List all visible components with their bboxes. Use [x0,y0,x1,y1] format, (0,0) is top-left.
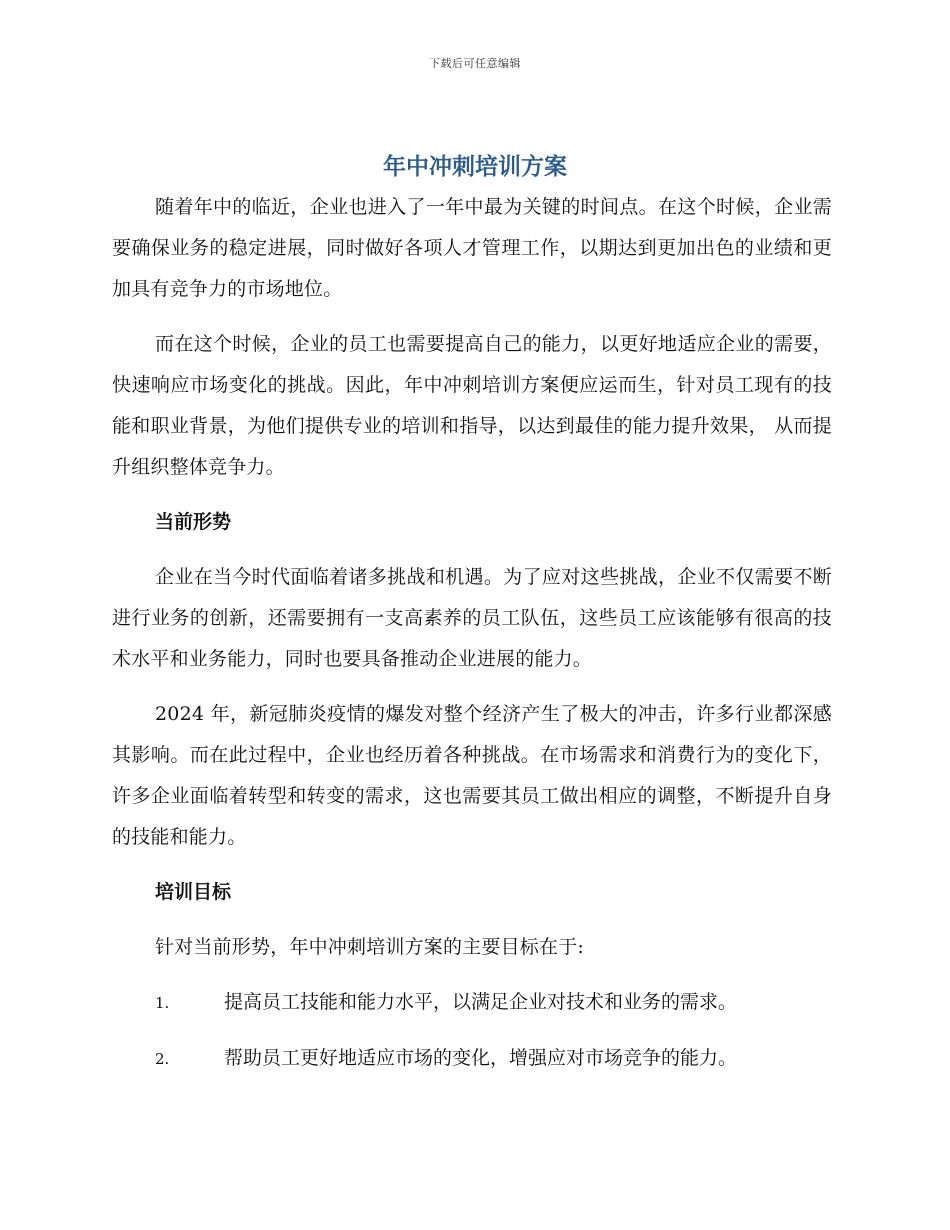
document-title: 年中冲刺培训方案 [383,154,567,180]
section-heading-training-goals: 培训目标 [155,881,232,903]
intro-paragraph: 而在这个时候，企业的员工也需要提高自己的能力，以更好地适应企业的需要，快速响应市场变化的挑战。因此，年中冲刺培训方案便应运而生，针对员工现有的技能和职业背景，为他们提供专业的培训和指导，以达到最佳的能力提升效果， 从而提升组织整体竞争力。 [112,333,832,478]
section-paragraph: 企业在当今时代面临着诸多挑战和机遇。为了应对这些挑战，企业不仅需要不断进行业务的创新，还需要拥有一支高素养的员工队伍，这些员工应该能够有很高的技术水平和业务能力，同时也要具备推动企业进展的能力。 [112,566,832,670]
section-paragraph: 2024 年，新冠肺炎疫情的爆发对整个经济产生了极大的冲击，许多行业都深感其影响。而在此过程中，企业也经历着各种挑战。在市场需求和消费行为的变化下，许多企业面临着转型和转变的需求，这也需要其员工做出相应的调整，不断提升自身的技能和能力。 [112,703,832,848]
list-item-text: 提高员工技能和能力水平，以满足企业对技术和业务的需求。 [224,991,738,1013]
list-item-number: 2. [155,1050,170,1068]
section-paragraph: 针对当前形势，年中冲刺培训方案的主要目标在于: [155,936,585,958]
list-item [112,1038,832,1080]
list-item-text: 帮助员工更好地适应市场的变化，增强应对市场竞争的能力。 [224,1047,738,1069]
list-item-number: 1. [155,994,170,1012]
page-header-note: 下载后可任意编辑 [429,57,521,70]
section-heading-current-situation: 当前形势 [155,511,232,533]
document-body [112,187,832,1094]
intro-paragraph: 随着年中的临近，企业也进入了一年中最为关键的时间点。在这个时候，企业需要确保业务的稳定进展，同时做好各项人才管理工作，以期达到更加出色的业绩和更加具有竞争力的市场地位。 [112,196,832,300]
list-item [112,982,832,1024]
